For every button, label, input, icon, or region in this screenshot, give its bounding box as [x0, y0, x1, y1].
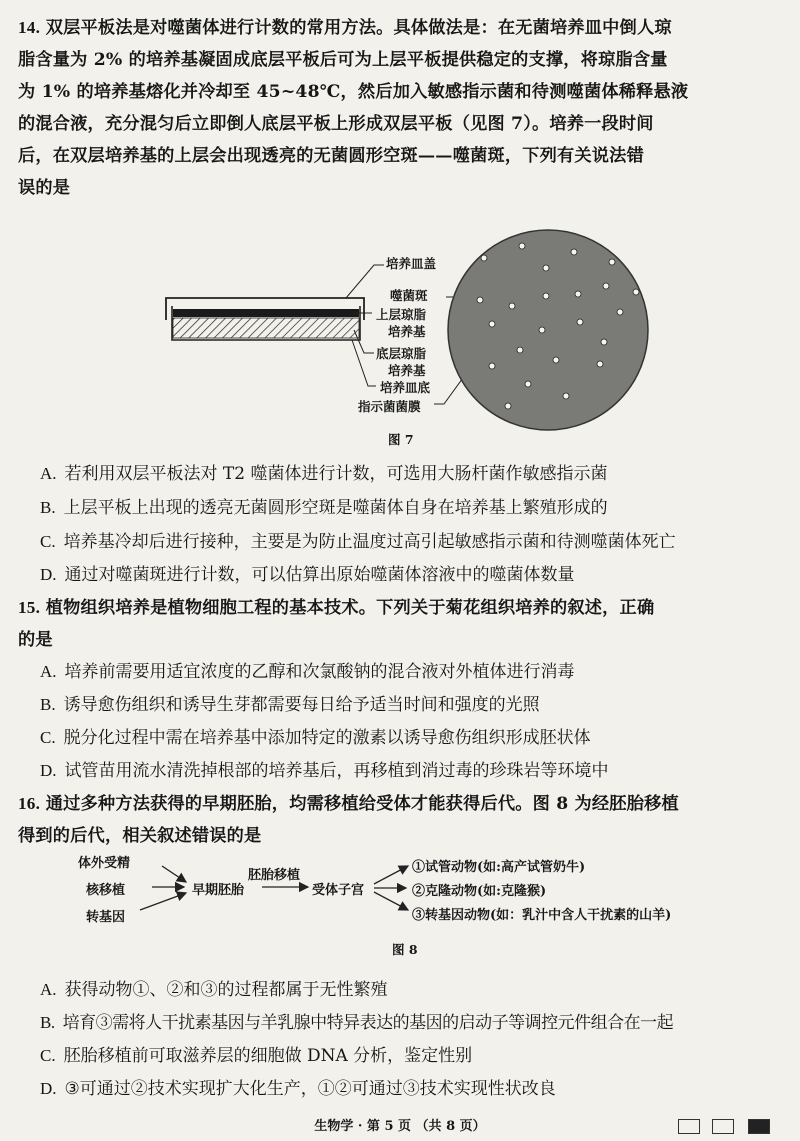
plaque-dot [563, 393, 569, 399]
plaque-dot [525, 381, 531, 387]
label-indicator-film: 指示菌菌膜 [358, 399, 421, 414]
outcome-1: ①试管动物(如:高产试管奶牛) [412, 860, 586, 875]
option-label: D. [40, 761, 57, 780]
option-label: D. [40, 565, 57, 584]
label-upper-agar: 上层琼脂 [376, 307, 427, 322]
page-footer: 生物学 · 第 5 页 （共 8 页） [314, 1119, 486, 1134]
option-d [40, 560, 790, 590]
label-dish-bottom: 培养皿底 [380, 380, 431, 395]
question-stem-line: 误的是 [18, 178, 71, 198]
outcome-3: ③转基因动物(如：乳汁中含人干扰素的山羊) [412, 908, 672, 923]
label-lower-agar: 底层琼脂 [376, 346, 427, 361]
question-stem-line: 后，在双层培养基的上层会出现透亮的无菌圆形空斑——噬菌斑，下列有关说法错 [18, 146, 644, 166]
plaque-dot [519, 243, 525, 249]
option-b [40, 493, 790, 523]
option-text: 培养基冷却后进行接种，主要是为防止温度过高引起敏感指示菌和待测噬菌体死亡 [63, 532, 676, 552]
option-text: 获得动物①、②和③的过程都属于无性繁殖 [64, 980, 388, 1000]
option-label: C. [40, 1046, 56, 1065]
option-text: ③可通过②技术实现扩大化生产，①②可通过③技术实现性状改良 [64, 1079, 556, 1099]
plaque-dot [539, 327, 545, 333]
plaque-dot [571, 249, 577, 255]
question-stem-line: 通过多种方法获得的早期胚胎，均需移植给受体才能获得后代。图 8 为经胚胎移植 [45, 794, 679, 814]
footer-mark [712, 1119, 734, 1134]
footer-mark [748, 1119, 770, 1134]
question-16 [18, 788, 784, 852]
plaque-dot [603, 283, 609, 289]
option-text: 培育③需将人干扰素基因与羊乳腺中特异表达的基因的启动子等调控元件组合在一起 [62, 1013, 674, 1033]
plaque-dot [575, 291, 581, 297]
option-c [40, 1041, 790, 1071]
question-stem-line: 的混合液，充分混匀后立即倒人底层平板上形成双层平板（见图 7）。培养一段时间 [18, 114, 654, 134]
option-c [40, 527, 790, 557]
option-label: B. [40, 1013, 55, 1032]
question-15 [18, 592, 784, 656]
plaque-dot [543, 293, 549, 299]
option-label: A. [40, 980, 57, 999]
option-label: B. [40, 498, 56, 517]
question-stem-line: 双层平板法是对噬菌体进行计数的常用方法。具体做法是：在无菌培养皿中倒人琼 [45, 18, 672, 38]
label-lower-medium: 培养基 [388, 363, 426, 378]
plaque-dot [633, 289, 639, 295]
source-transgenic: 转基因 [86, 910, 126, 925]
plaque-dot [489, 363, 495, 369]
question-stem-line: 为 1% 的培养基熔化并冷却至 45~48℃，然后加入敏感指示菌和待测噬菌体稀释悬液 [18, 82, 689, 102]
plaque-dot [543, 265, 549, 271]
leader-line [346, 265, 384, 298]
option-text: 若利用双层平板法对 T2 噬菌体进行计数，可选用大肠杆菌作敏感指示菌 [64, 464, 608, 484]
option-text: 胚胎移植前可取滋养层的细胞做 DNA 分析，鉴定性别 [63, 1046, 473, 1066]
arrow-outcome-3 [374, 892, 408, 910]
option-text: 试管苗用流水清洗掉根部的培养基后，再移植到消过毒的珍珠岩等环境中 [64, 761, 609, 781]
option-label: B. [40, 695, 56, 714]
option-text: 通过对噬菌斑进行计数，可以估算出原始噬菌体溶液中的噬菌体数量 [64, 565, 575, 585]
option-text: 诱导愈伤组织和诱导生芽都需要每日给予适当时间和强度的光照 [63, 695, 540, 715]
plaque-dot [553, 357, 559, 363]
option-text: 上层平板上出现的透亮无菌圆形空斑是噬菌体自身在培养基上繁殖形成的 [63, 498, 608, 518]
option-a [40, 975, 790, 1005]
option-text: 培养前需要用适宜浓度的乙醇和次氯酸钠的混合液对外植体进行消毒 [64, 662, 575, 682]
arrow-transgenic [140, 893, 186, 910]
plaque-dot [477, 297, 483, 303]
leader-line [352, 340, 376, 386]
plaque-dot [509, 303, 515, 309]
question-stem-line: 得到的后代，相关叙述错误的是 [18, 826, 262, 846]
label-plaque: 噬菌斑 [390, 288, 428, 303]
plaque-dot [617, 309, 623, 315]
question-number: 14. [18, 18, 41, 37]
recipient-uterus: 受体子宫 [312, 883, 365, 898]
early-embryo: 早期胚胎 [192, 883, 245, 898]
option-label: C. [40, 728, 56, 747]
option-label: D. [40, 1079, 57, 1098]
footer-mark [678, 1119, 700, 1134]
plaque-dot [489, 321, 495, 327]
label-dish-lid: 培养皿盖 [386, 256, 437, 271]
option-a [40, 459, 790, 489]
option-b [40, 1008, 790, 1038]
plaque-dot [601, 339, 607, 345]
label-upper-medium: 培养基 [388, 324, 426, 339]
option-text: 脱分化过程中需在培养基中添加特定的激素以诱导愈伤组织形成胚状体 [63, 728, 591, 748]
question-stem-line: 脂含量为 2% 的培养基凝固成底层平板后可为上层平板提供稳定的支撑，将琼脂含量 [18, 50, 668, 70]
question-stem-line: 植物组织培养是植物细胞工程的基本技术。下列关于菊花组织培养的叙述，正确 [45, 598, 655, 618]
plaque-dot [517, 347, 523, 353]
plaque-dot [609, 259, 615, 265]
plaque-dot [481, 255, 487, 261]
option-a [40, 657, 790, 687]
option-d [40, 756, 790, 786]
source-nuclear-transfer: 核移植 [86, 883, 126, 898]
option-c [40, 723, 790, 753]
arrow-outcome-1 [374, 866, 408, 884]
option-label: C. [40, 532, 56, 551]
question-number: 16. [18, 794, 41, 813]
embryo-transfer-label: 胚胎移植 [248, 868, 301, 883]
option-d [40, 1074, 790, 1104]
option-label: A. [40, 464, 57, 483]
source-ivf: 体外受精 [78, 856, 131, 871]
plaque-dot [505, 403, 511, 409]
option-label: A. [40, 662, 57, 681]
upper-agar-layer [173, 309, 359, 317]
plaque-dot [597, 361, 603, 367]
lower-agar-layer [173, 318, 359, 338]
figure-8-caption: 图 8 [392, 942, 418, 957]
outcome-2: ②克隆动物(如:克隆猴) [412, 884, 547, 899]
figure-7-caption: 图 7 [388, 432, 414, 447]
arrow-ivf [162, 866, 186, 882]
option-b [40, 690, 790, 720]
plaque-dot [577, 319, 583, 325]
indicator-bacteria-film [448, 230, 648, 430]
question-number: 15. [18, 598, 41, 617]
question-stem-line: 的是 [18, 630, 53, 650]
